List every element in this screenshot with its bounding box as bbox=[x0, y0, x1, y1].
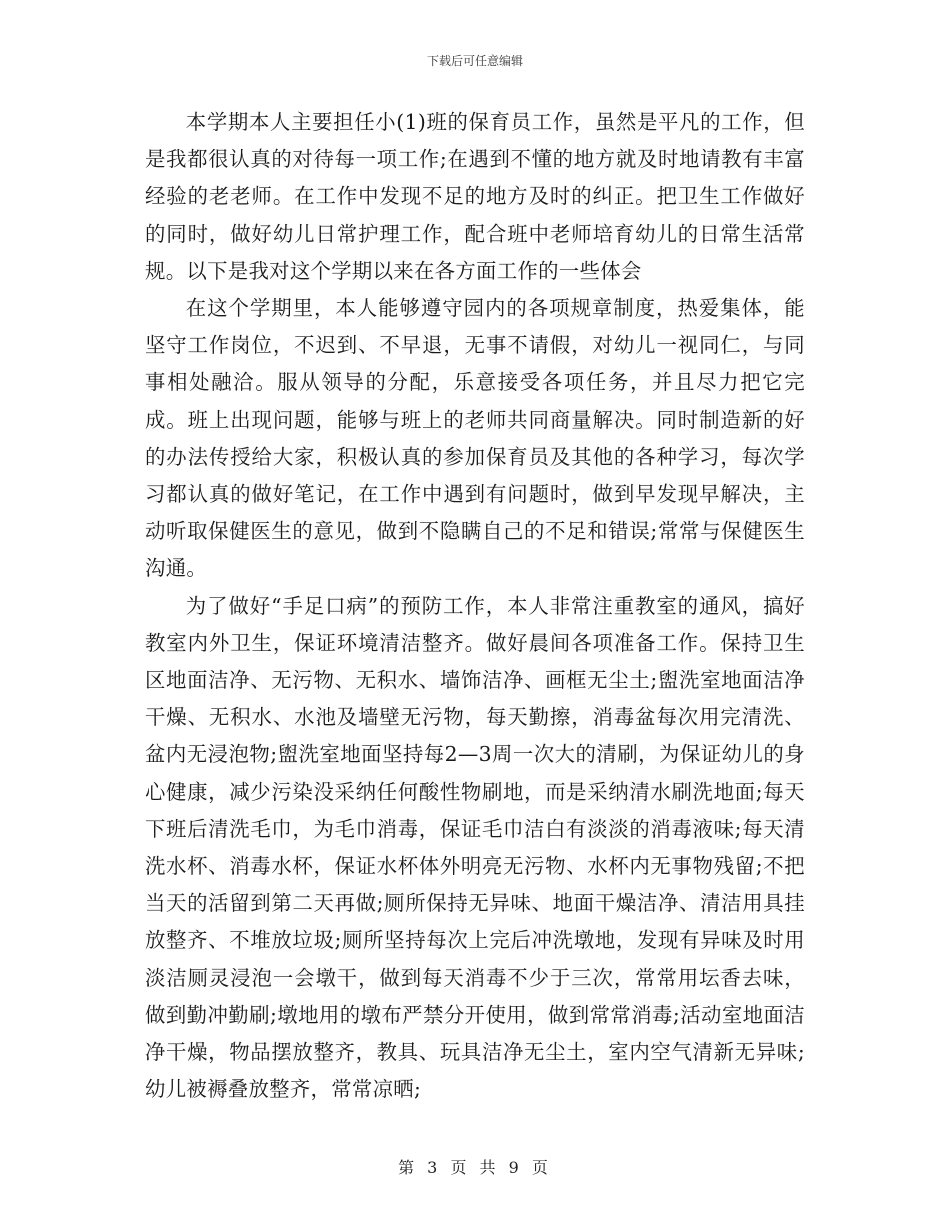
page-header: 下载后可任意编辑 bbox=[426, 54, 523, 68]
paragraph-2: 在这个学期里，本人能够遵守园内的各项规章制度，热爱集体，能坚守工作岗位，不迟到、不早退，无事不请假，对幼儿一视同仁，与同事相处融洽。服从领导的分配，乐意接受各项任务，并且尽力把它完成。班上出现问题，能够与班上的老师共同商量解决。同时制造新的好的办法传授给大家，积极认真的参加保育员及其他的各种学习，每次学习都认真的做好笔记，在工作中遇到有问题时，做到早发现早解决，主动听取保健医生的意见，做到不隐瞒自己的不足和错误;常常与保健医生沟通。 bbox=[145, 296, 805, 581]
page-number-footer: 第 3 页 共 9 页 bbox=[398, 1158, 552, 1177]
paragraph-1: 本学期本人主要担任小(1)班的保育员工作，虽然是平凡的工作，但是我都很认真的对待每一项工作;在遇到不懂的地方就及时地请教有丰富经验的老老师。在工作中发现不足的地方及时的纠正。把卫生工作做好的同时，做好幼儿日常护理工作，配合班中老师培育幼儿的日常生活常规。以下是我对这个学期以来在各方面工作的一些体会 bbox=[145, 110, 805, 283]
paragraph-3: 为了做好“手足口病”的预防工作，本人非常注重教室的通风，搞好教室内外卫生，保证环境清洁整齐。做好晨间各项准备工作。保持卫生区地面洁净、无污物、无积水、墙饰洁净、画框无尘土;盥洗室地面洁净干燥、无积水、水池及墙壁无污物，每天勤擦，消毒盆每次用完清洗、盆内无浸泡物;盥洗室地面坚持每2—3周一次大的清刷，为保证幼儿的身心健康，减少污染没采纳任何酸性物刷地，而是采纳清水刷洗地面;每天下班后清洗毛巾，为毛巾消毒，保证毛巾洁白有淡淡的消毒液味;每天清洗水杯、消毒水杯，保证水杯体外明亮无污物、水杯内无事物残留;不把当天的活留到第二天再做;厕所保持无异味、地面干燥洁净、清洁用具挂放整齐、不堆放垃圾;厕所坚持每次上完后冲洗墩地，发现有异味及时用淡洁厕灵浸泡一会墩干，做到每天消毒不少于三次，常常用坛香去味，做到勤冲勤刷;墩地用的墩布严禁分开使用，做到常常消毒;活动室地面洁净干燥，物品摆放整齐，教具、玩具洁净无尘土，室内空气清新无异味;幼儿被褥叠放整齐，常常凉晒; bbox=[145, 593, 805, 1102]
document-body bbox=[145, 104, 805, 1108]
